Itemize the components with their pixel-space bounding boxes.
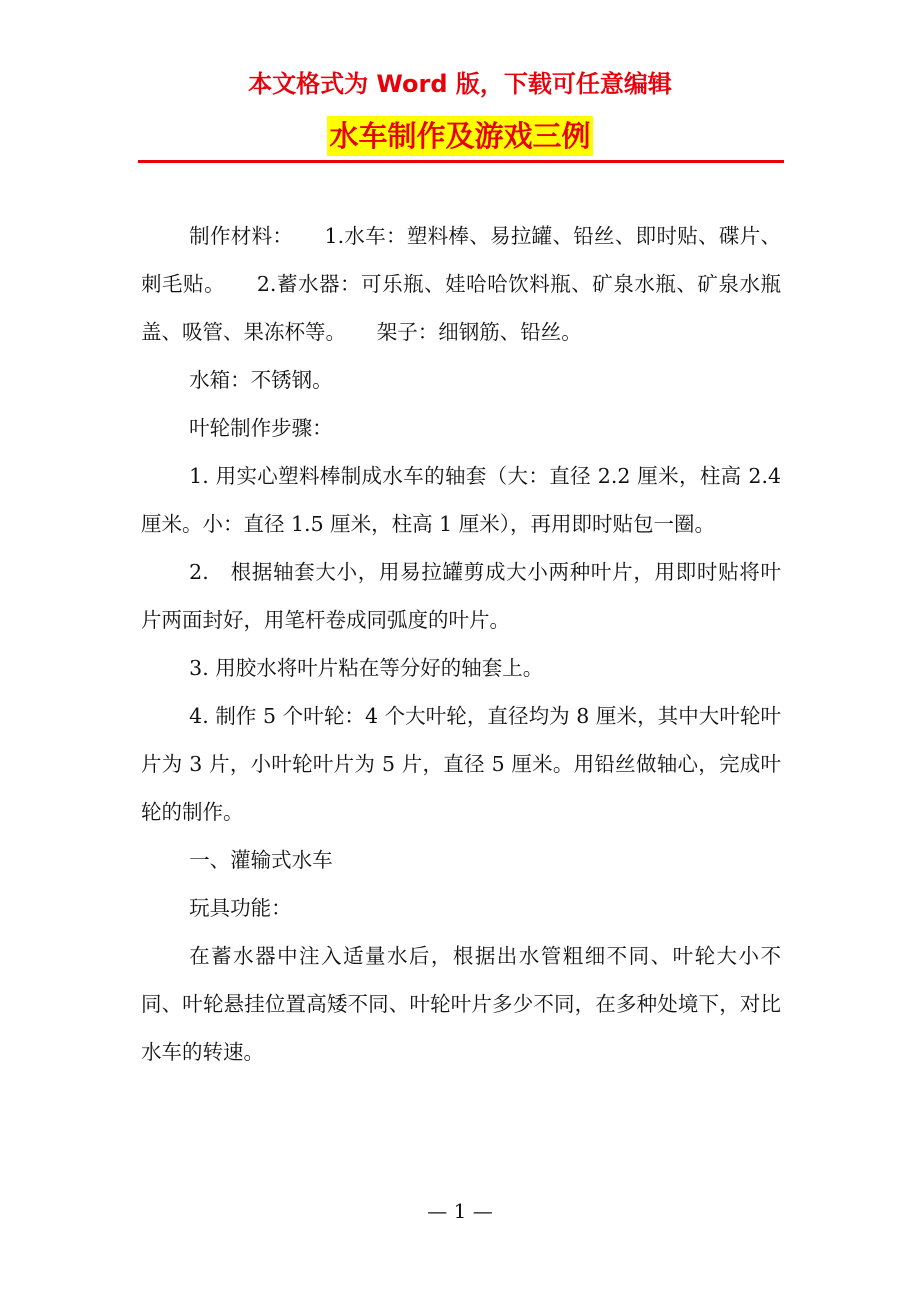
section-heading-1: 一、灌输式水车 (189, 848, 333, 872)
paragraph-step-3: 3. 用胶水将叶片粘在等分好的轴套上。 (189, 656, 544, 680)
document-body (141, 212, 781, 1076)
title-divider (138, 160, 784, 163)
paragraph-toy-function: 在蓄水器中注入适量水后，根据出水管粗细不同、叶轮大小不同、叶轮悬挂位置高矮不同、叶轮叶片多少不同，在多种处境下，对比水车的转速。 (141, 944, 781, 1064)
paragraph-toy-function-label: 玩具功能： (189, 896, 292, 920)
paragraph-step-1: 1. 用实心塑料棒制成水车的轴套（大：直径 2.2 厘米，柱高 2.4 厘米。小：直径 1.5 厘米，柱高 1 厘米），再用即时贴包一圈。 (141, 464, 781, 536)
paragraph-step-2: 2. 根据轴套大小，用易拉罐剪成大小两种叶片，用即时贴将叶片两面封好，用笔杆卷成同弧度的叶片。 (141, 560, 781, 632)
paragraph-step-4: 4. 制作 5 个叶轮：4 个大叶轮，直径均为 8 厘米，其中大叶轮叶片为 3 片，小叶轮叶片为 5 片，直径 5 厘米。用铅丝做轴心，完成叶轮的制作。 (141, 704, 781, 824)
paragraph-steps-heading: 叶轮制作步骤： (189, 416, 333, 440)
download-notice: 本文格式为 Word 版，下载可任意编辑 (248, 70, 672, 98)
title-container (0, 116, 920, 156)
document-title: 水车制作及游戏三例 (327, 116, 592, 156)
paragraph-materials: 制作材料： 1.水车：塑料棒、易拉罐、铅丝、即时贴、碟片、刺毛贴。 2.蓄水器：可乐瓶、娃哈哈饮料瓶、矿泉水瓶、矿泉水瓶盖、吸管、果冻杯等。 架子：细钢筋、铅丝。 (141, 224, 781, 344)
page-number: — 1 — (427, 1199, 493, 1223)
paragraph-water-tank: 水箱：不锈钢。 (189, 368, 333, 392)
